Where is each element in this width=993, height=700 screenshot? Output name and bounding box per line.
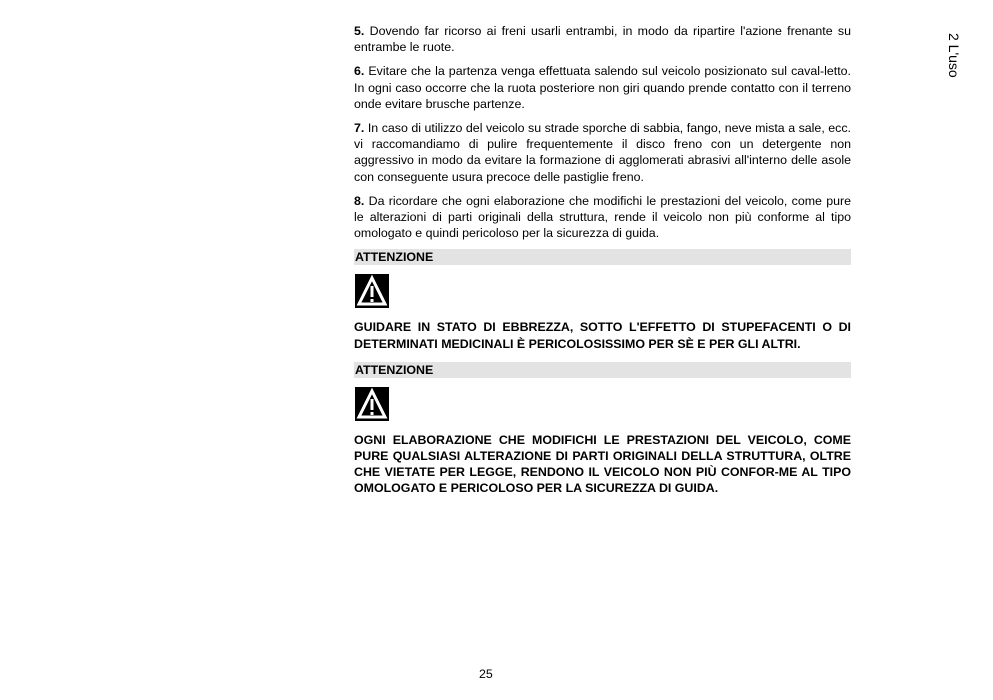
warning-text: GUIDARE IN STATO DI EBBREZZA, SOTTO L'EFFETTO DI STUPEFACENTI O DI DETERMINATI MEDICINALI È PERICOLOSISSIMO PER SÈ E PER GLI ALTRI. bbox=[354, 320, 851, 351]
paragraph-text: Evitare che la partenza venga effettuata salendo sul veicolo posizionato sul caval-letto. In ogni caso occorre che la ruota posteriore non giri quando prende contatto con il terreno onde evitare brusche partenze. bbox=[354, 64, 851, 111]
paragraph-text: Da ricordare che ogni elaborazione che modifichi le prestazioni del veicolo, come pure le alterazioni di parti originali della struttura, rende il veicolo non più conforme al tipo omologato e quindi pericoloso per la sicurezza di guida. bbox=[354, 193, 851, 241]
warning-text: OGNI ELABORAZIONE CHE MODIFICHI LE PRESTAZIONI DEL VEICOLO, COME PURE QUALSIASI ALTERAZIONE DI PARTI ORIGINALI DELLA STRUTTURA, OLTRE CHE VIETATE PER LEGGE, RENDONO IL VEICOLO NON PIÙ CONFOR-ME AL TIPO OMOLOGATO E PERICOLOSO PER LA SICUREZZA DI GUIDA. bbox=[354, 432, 851, 496]
warning-triangle-icon bbox=[355, 274, 389, 308]
paragraph-6 bbox=[354, 63, 851, 112]
paragraph-text: In caso di utilizzo del veicolo su strade sporche di sabbia, fango, neve mista a sale, ecc. vi raccomandiamo di pulire frequentemente il disco freno con un detergente non aggressivo in modo da evitare la formazione di agglomerati abrasivi all'interno delle asole con conseguente usura precoce delle pastiglie freno. bbox=[354, 121, 851, 184]
paragraph-number: 5. bbox=[354, 24, 365, 38]
warning-header: ATTENZIONE bbox=[354, 362, 851, 378]
warning-triangle-icon bbox=[355, 387, 389, 421]
paragraph-number: 7. bbox=[354, 121, 365, 136]
paragraph-text: Dovendo far ricorso ai freni usarli entrambi, in modo da ripartire l'azione frenante su entrambe le ruote. bbox=[354, 24, 851, 55]
paragraph-number: 8. bbox=[354, 193, 365, 208]
chapter-side-label: 2 L'uso bbox=[946, 33, 962, 78]
paragraph-5 bbox=[354, 23, 851, 55]
warning-header: ATTENZIONE bbox=[354, 249, 851, 265]
paragraph-number: 6. bbox=[354, 64, 365, 79]
page-number: 25 bbox=[479, 667, 493, 681]
paragraph-8 bbox=[354, 193, 851, 242]
paragraph-7 bbox=[354, 120, 851, 185]
page-content bbox=[354, 23, 851, 507]
